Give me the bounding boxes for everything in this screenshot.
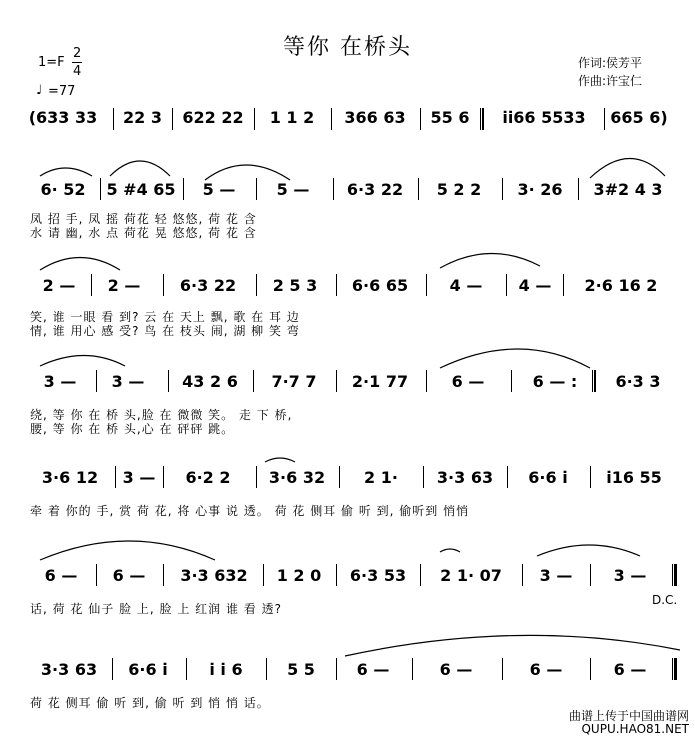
measure: 6·6 i̇ [128, 660, 168, 679]
measure: 6 — [451, 372, 485, 391]
barline [163, 564, 164, 586]
slur [440, 549, 460, 552]
key-signature: 1=F [38, 55, 65, 70]
measure: 5 2 2 [436, 180, 482, 199]
barline [256, 178, 257, 200]
measure: 6·3 22 [346, 180, 404, 199]
measure: 2 — [107, 276, 141, 295]
measure: 6 — [439, 660, 473, 679]
barline [336, 564, 337, 586]
barline [502, 178, 503, 200]
barline [412, 658, 413, 680]
barline [186, 658, 187, 680]
measure: 3 — [539, 566, 573, 585]
barline [426, 370, 427, 392]
barline [172, 108, 173, 130]
measure: 6 — [613, 660, 647, 679]
measure: 7·7 7 [271, 372, 317, 391]
barline [96, 564, 97, 586]
barline [113, 108, 114, 130]
measure: 3#2 4 3 [593, 180, 663, 199]
barline [96, 370, 97, 392]
measure: 22 3 [123, 108, 162, 127]
measure: 6·6 65 [351, 276, 409, 295]
lyric-line: 笑, 谁 一眼 看 到? 云 在 天上 飘, 歌 在 耳 边 [30, 310, 300, 324]
barline [336, 370, 337, 392]
barline [506, 274, 507, 296]
measure: 2 5 3 [272, 276, 318, 295]
measure: 2 1· 07 [440, 566, 502, 585]
measure: (633 33 [28, 108, 98, 127]
double-barline [480, 108, 484, 130]
barline [266, 658, 267, 680]
barline [163, 274, 164, 296]
measure: 3·3 632 [180, 566, 248, 585]
measure: 1 2 0 [276, 566, 322, 585]
barline [502, 658, 503, 680]
barline [507, 466, 508, 488]
barline [336, 658, 337, 680]
measure: 5 — [202, 180, 236, 199]
measure: 6·3 3 [615, 372, 661, 391]
da-capo-mark: D.C. [652, 593, 678, 607]
barline [336, 274, 337, 296]
barline [339, 466, 340, 488]
measure: 6·6 i̇ [528, 468, 568, 487]
measure: 2·6 16 2 [584, 276, 658, 295]
measure: 6·3 22 [179, 276, 237, 295]
measure: 3·6 32 [268, 468, 326, 487]
barline [563, 274, 564, 296]
measure: 2 — [42, 276, 76, 295]
barline [426, 274, 427, 296]
barline [100, 178, 101, 200]
measure: 2·1 77 [351, 372, 409, 391]
slur [40, 258, 120, 271]
barline [578, 178, 579, 200]
measure: 3 — [613, 566, 647, 585]
measure: 43 2 6 [182, 372, 238, 391]
measure: 3·3 63 [436, 468, 494, 487]
measure: 5 — [276, 180, 310, 199]
measure: 55 6 [430, 108, 470, 127]
barline [115, 466, 116, 488]
measure: i̇i̇66 5533 [502, 108, 586, 127]
measure: 2 1· [364, 468, 398, 487]
measure: 3 — [43, 372, 77, 391]
measure: 4 — [518, 276, 552, 295]
barline [263, 564, 264, 586]
slur [40, 168, 92, 176]
barline [604, 108, 605, 130]
measure: 3· 26 [517, 180, 563, 199]
barline [590, 564, 591, 586]
site-watermark [569, 710, 689, 736]
measure: 5 5 [287, 660, 315, 679]
measure: 6· 52 [40, 180, 86, 199]
final-barline [672, 658, 677, 680]
watermark-url: QUPU.HAO81.NET [581, 722, 689, 736]
measure: 6·2 2 [185, 468, 231, 487]
lyric-line: 荷 花 侧耳 偷 听 到, 偷 听 到 悄 悄 话。 [30, 696, 270, 710]
lyric-line: 绕, 等 你 在 桥 头,脸 在 微微 笑。 走 下 桥, [30, 408, 293, 422]
slur [40, 356, 125, 367]
measure: 4 — [449, 276, 483, 295]
slur [537, 545, 640, 556]
repeat-double-barline [592, 370, 596, 392]
barline [256, 274, 257, 296]
composer-credit: 作曲:许宝仁 [578, 74, 643, 88]
measure: i̇ i̇ 6 [209, 660, 243, 679]
barline [253, 370, 254, 392]
barline [112, 658, 113, 680]
barline [331, 108, 332, 130]
slur [590, 158, 665, 178]
tempo-marking: =77 [48, 84, 76, 99]
quarter-note-icon: ♩ [36, 83, 43, 98]
measure: 3 — [122, 468, 156, 487]
lyric-line: 话, 荷 花 仙子 脸 上, 脸 上 红润 谁 看 透? [30, 602, 282, 616]
measure: 3·3 63 [40, 660, 98, 679]
meter-denominator: 4 [73, 64, 82, 79]
barline [590, 466, 591, 488]
barline [91, 274, 92, 296]
measure: 665 6) [610, 108, 668, 127]
barline [256, 466, 257, 488]
measure: 622 22 [182, 108, 244, 127]
lyric-line: 凤 招 手, 凤 摇 荷花 轻 悠悠, 荷 花 含 [30, 212, 257, 226]
watermark-line: 曲谱上传于中国曲谱网 [568, 709, 689, 723]
barline [590, 658, 591, 680]
barline [511, 370, 512, 392]
slur [440, 349, 590, 368]
barline [418, 178, 419, 200]
lyric-line: 情, 谁 用心 感 受? 鸟 在 枝头 闹, 湖 柳 笑 弯 [30, 324, 300, 338]
slur [440, 253, 540, 268]
barline [183, 178, 184, 200]
slur [265, 458, 295, 462]
measure: 5 #4 65 [106, 180, 176, 199]
barline [423, 466, 424, 488]
measure: i̇16 55 [606, 468, 662, 487]
lyric-line: 牵 着 你的 手, 赏 荷 花, 将 心事 说 透。 荷 花 侧耳 偷 听 到, 偷听到 悄悄 [30, 504, 470, 518]
slur [345, 635, 680, 656]
lyric-line: 水 请 幽, 水 点 荷花 晃 悠悠, 荷 花 含 [30, 226, 257, 240]
barline [254, 108, 255, 130]
slur [40, 541, 215, 560]
measure: 3·6 12 [41, 468, 99, 487]
measure: 6 — [356, 660, 390, 679]
measure: 3 — [111, 372, 145, 391]
barline [522, 564, 523, 586]
barline [333, 178, 334, 200]
measure: 6 — : [532, 372, 578, 391]
meter-numerator: 2 [73, 46, 82, 61]
song-title: 等你 在桥头 [283, 35, 412, 60]
measure: 366 63 [344, 108, 406, 127]
barline [163, 466, 164, 488]
lyric-line: 腰, 等 你 在 桥 头,心 在 砰砰 跳。 [30, 422, 235, 436]
slur [205, 165, 290, 180]
slur [110, 161, 170, 176]
barline [420, 108, 421, 130]
barline [420, 564, 421, 586]
barline [168, 370, 169, 392]
measure: 6·3 53 [349, 566, 407, 585]
measure: 6 — [112, 566, 146, 585]
measure: 6 — [44, 566, 78, 585]
measure: 1 1 2 [269, 108, 315, 127]
lyricist-credit: 作词:侯芳平 [578, 56, 643, 70]
measure: 6 — [529, 660, 563, 679]
final-barline [672, 564, 677, 586]
